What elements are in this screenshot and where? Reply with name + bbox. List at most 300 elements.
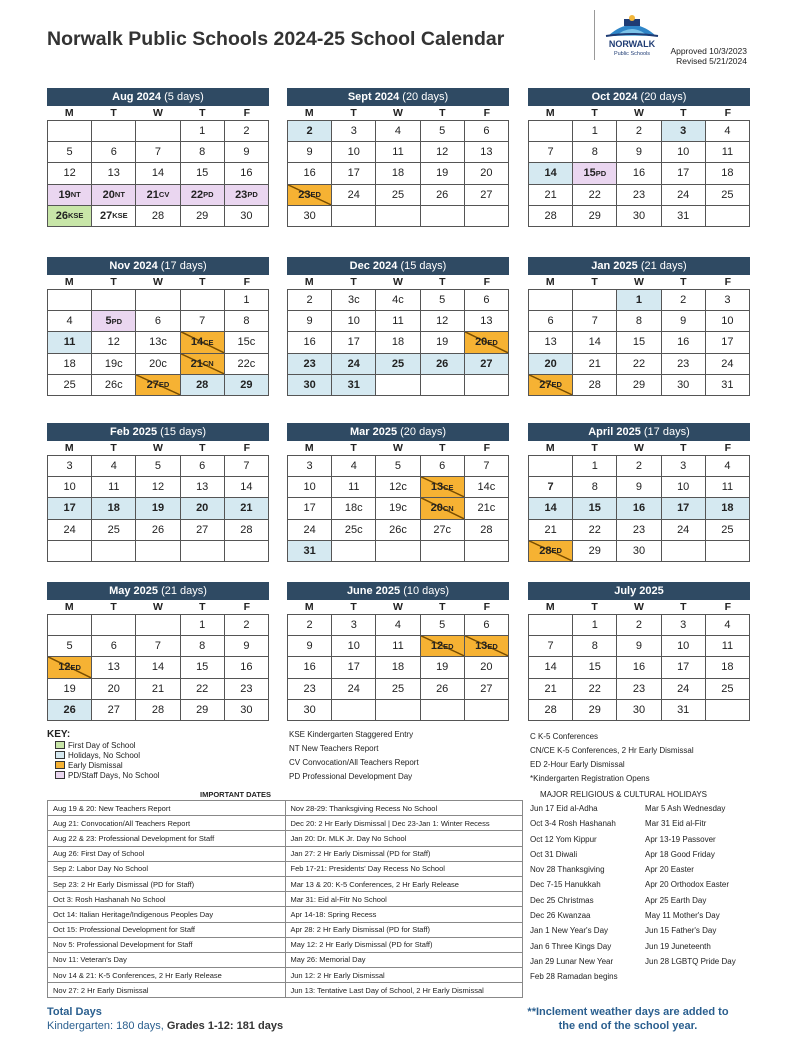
day-cell: 14c: [465, 477, 509, 498]
day-cell: 31: [662, 700, 706, 721]
month-days: (15 days): [400, 260, 447, 272]
month-days: (20 days): [640, 91, 687, 103]
day-cell: 21: [529, 520, 573, 541]
day-cell: 22: [573, 679, 617, 700]
table-cell: Feb 17-21: Presidents' Day Recess No School: [285, 861, 523, 876]
day-cell: 27: [465, 354, 509, 375]
weekday-row: [287, 441, 509, 455]
codes-right: [530, 730, 694, 786]
day-cell: [48, 121, 92, 142]
day-cell: 1: [617, 290, 661, 311]
weekday-label: F: [724, 276, 731, 288]
holiday-entry: Jun 28 LGBTQ Pride Day: [645, 956, 736, 966]
day-cell: 10: [662, 477, 706, 498]
day-cell: 24: [662, 185, 706, 206]
day-cell: 24: [706, 354, 750, 375]
weekday-label: F: [243, 442, 250, 454]
day-cell: 23: [288, 354, 332, 375]
weekday-label: M: [64, 107, 74, 119]
day-cell: 17: [288, 498, 332, 519]
day-cell: 10: [332, 311, 376, 332]
day-cell: 3: [332, 121, 376, 142]
approval-dates: [670, 46, 747, 66]
holiday-entry: Oct 31 Diwali: [530, 849, 578, 859]
day-cell: 13: [181, 477, 225, 498]
legend-swatch: [55, 771, 65, 779]
month-days: (17 days): [643, 426, 690, 438]
day-cell: 17: [706, 332, 750, 353]
list-item: [530, 847, 760, 862]
religious-holidays-title: MAJOR RELIGIOUS & CULTURAL HOLIDAYS: [540, 790, 707, 799]
day-cell: 8: [573, 477, 617, 498]
day-cell: [465, 206, 509, 227]
day-cell: 8: [225, 311, 269, 332]
weekday-label: W: [393, 276, 403, 288]
day-cell: 3: [48, 456, 92, 477]
day-cell: 25c: [332, 520, 376, 541]
day-cell: 2: [617, 456, 661, 477]
day-cell: 4c: [376, 290, 420, 311]
day-cell: 13 ED: [465, 636, 509, 657]
day-cell: 10: [48, 477, 92, 498]
day-cell: 5: [136, 456, 180, 477]
day-cell: 14: [529, 498, 573, 519]
day-cell: 7: [181, 311, 225, 332]
day-cell: [332, 541, 376, 562]
total-days: [47, 1005, 283, 1033]
day-cell: [465, 700, 509, 721]
weekday-label: T: [350, 276, 357, 288]
weekday-label: F: [243, 107, 250, 119]
month-grid: [528, 455, 750, 562]
day-cell: 9: [288, 142, 332, 163]
day-cell: [136, 615, 180, 636]
day-cell: 30: [288, 206, 332, 227]
day-cell: 7: [225, 456, 269, 477]
day-cell: 22: [573, 520, 617, 541]
weekday-row: [528, 106, 750, 120]
holiday-entry: Jan 29 Lunar New Year: [530, 956, 614, 966]
weekday-label: T: [350, 442, 357, 454]
day-cell: 15 PD: [573, 163, 617, 184]
day-cell: 28: [529, 700, 573, 721]
day-cell: 16: [288, 332, 332, 353]
table-cell: Oct 14: Italian Heritage/Indigenous Peoples Day: [48, 907, 286, 922]
day-cell: 30: [225, 700, 269, 721]
revised-date: Revised 5/21/2024: [676, 56, 747, 66]
month-name: Jan 2025: [591, 260, 638, 272]
table-cell: Mar 13 & 20: K-5 Conferences, 2 Hr Early Release: [285, 876, 523, 891]
weekday-label: F: [724, 107, 731, 119]
day-cell: [573, 290, 617, 311]
day-cell: 12: [421, 142, 465, 163]
month-header: [287, 88, 509, 106]
holiday-entry: Jan 6 Three Kings Day: [530, 941, 612, 951]
day-cell: 9: [288, 636, 332, 657]
day-cell: 20: [529, 354, 573, 375]
day-cell: 17: [662, 163, 706, 184]
day-cell: 4: [706, 456, 750, 477]
day-cell: 12: [48, 163, 92, 184]
day-cell: 31: [288, 541, 332, 562]
day-cell: 2: [617, 121, 661, 142]
weekday-label: T: [591, 107, 598, 119]
important-dates-title: IMPORTANT DATES: [200, 790, 271, 799]
day-cell: 11: [376, 636, 420, 657]
day-cell: [421, 541, 465, 562]
month-days: (21 days): [640, 260, 687, 272]
table-cell: Aug 21: Convocation/All Teachers Report: [48, 816, 286, 831]
day-cell: 5: [421, 290, 465, 311]
day-cell: 2: [225, 615, 269, 636]
table-cell: Sep 2: Labor Day No School: [48, 861, 286, 876]
weather-note-line2: the end of the school year.: [558, 1020, 698, 1032]
day-cell: 28: [181, 375, 225, 396]
weekday-row: [287, 106, 509, 120]
day-cell: 19c: [92, 354, 136, 375]
day-cell: 1: [181, 121, 225, 142]
table-cell: Jan 20: Dr. MLK Jr. Day No School: [285, 831, 523, 846]
month-header: [528, 582, 750, 600]
table-row: [48, 846, 523, 861]
day-cell: 1: [573, 121, 617, 142]
day-cell: 3: [662, 121, 706, 142]
day-cell: 19: [421, 657, 465, 678]
table-row: [48, 968, 523, 983]
legend-swatch: [55, 761, 65, 769]
day-cell: 29: [181, 206, 225, 227]
table-cell: Jun 12: 2 Hr Early Dismissal: [285, 968, 523, 983]
day-cell: 4: [706, 121, 750, 142]
day-cell: 4: [706, 615, 750, 636]
day-cell: 28: [573, 375, 617, 396]
day-cell: 31: [706, 375, 750, 396]
month-9: [47, 582, 269, 721]
month-days: (21 days): [161, 585, 207, 597]
day-cell: 16: [225, 657, 269, 678]
weekday-label: T: [350, 107, 357, 119]
list-item: [530, 862, 760, 877]
day-cell: 17: [332, 657, 376, 678]
day-cell: 2: [617, 615, 661, 636]
day-cell: 5: [421, 615, 465, 636]
day-cell: [181, 290, 225, 311]
day-cell: 18: [48, 354, 92, 375]
legend-swatch: [55, 741, 65, 749]
legend-label: Early Dismissal: [68, 760, 123, 770]
day-cell: 30: [617, 700, 661, 721]
day-cell: 17: [662, 498, 706, 519]
day-cell: 12: [92, 332, 136, 353]
weekday-label: T: [439, 442, 446, 454]
weekday-label: W: [393, 601, 403, 613]
weekday-row: [47, 106, 269, 120]
day-cell: 20 CN: [421, 498, 465, 519]
month-grid: [47, 120, 269, 227]
day-cell: [332, 206, 376, 227]
day-cell: 18: [706, 498, 750, 519]
day-cell: 5 PD: [92, 311, 136, 332]
legend-label: Holidays, No School: [68, 750, 141, 760]
weekday-label: T: [199, 107, 206, 119]
table-cell: Nov 14 & 21: K-5 Conferences, 2 Hr Early Release: [48, 968, 286, 983]
day-cell: 24: [662, 679, 706, 700]
day-cell: 13c: [136, 332, 180, 353]
day-cell: 25: [706, 185, 750, 206]
weekday-label: W: [153, 107, 163, 119]
day-cell: 12: [421, 311, 465, 332]
day-cell: 22: [573, 185, 617, 206]
day-cell: 6: [181, 456, 225, 477]
day-cell: 8: [617, 311, 661, 332]
day-cell: 25: [92, 520, 136, 541]
weekday-label: F: [243, 276, 250, 288]
day-cell: 18: [92, 498, 136, 519]
month-header: [287, 582, 509, 600]
weekday-label: T: [439, 107, 446, 119]
holiday-entry: Jun 15 Father's Day: [645, 926, 717, 936]
day-cell: 11: [706, 477, 750, 498]
holiday-entry: Oct 12 Yom Kippur: [530, 834, 597, 844]
day-cell: 18: [376, 163, 420, 184]
day-cell: 16: [225, 163, 269, 184]
day-cell: [421, 206, 465, 227]
day-cell: [92, 615, 136, 636]
month-name: Sept 2024: [347, 91, 400, 103]
day-cell: 27 ED: [529, 375, 573, 396]
month-name: May 2025: [109, 585, 158, 597]
table-cell: Mar 31: Eid al-Fitr No School: [285, 892, 523, 907]
weekday-label: F: [483, 442, 490, 454]
weekday-label: T: [680, 107, 687, 119]
table-cell: Aug 19 & 20: New Teachers Report: [48, 801, 286, 816]
month-name: June 2025: [346, 585, 401, 597]
day-cell: 29: [181, 700, 225, 721]
code-line: C K-5 Conferences: [530, 732, 599, 741]
weekday-label: T: [680, 276, 687, 288]
month-header: [528, 423, 750, 441]
month-grid: [528, 614, 750, 721]
day-cell: 10: [706, 311, 750, 332]
code-line: PD Professional Development Day: [289, 772, 413, 781]
weekday-label: M: [304, 276, 314, 288]
day-cell: 10: [662, 142, 706, 163]
table-row: [48, 892, 523, 907]
day-cell: 7: [136, 636, 180, 657]
day-cell: 9: [617, 142, 661, 163]
month-1: [287, 88, 509, 227]
weekday-label: M: [545, 442, 555, 454]
month-name: Dec 2024: [349, 260, 398, 272]
day-cell: 23: [617, 679, 661, 700]
day-cell: 9: [225, 142, 269, 163]
day-cell: 17: [332, 163, 376, 184]
day-cell: 22c: [225, 354, 269, 375]
table-cell: Dec 20: 2 Hr Early Dismissal | Dec 23-Jan 1: Winter Recess: [285, 816, 523, 831]
holiday-entry: Mar 5 Ash Wednesday: [645, 804, 726, 813]
weekday-label: W: [393, 442, 403, 454]
weekday-label: T: [591, 601, 598, 613]
day-cell: 26: [421, 679, 465, 700]
day-cell: 11: [376, 311, 420, 332]
holiday-entry: Apr 20 Orthodox Easter: [645, 880, 730, 890]
table-cell: Aug 22 & 23: Professional Development for Staff: [48, 831, 286, 846]
table-cell: Nov 28-29: Thanksgiving Recess No School: [285, 801, 523, 816]
holiday-entry: Apr 20 Easter: [645, 865, 694, 875]
month-header: [47, 257, 269, 275]
day-cell: 16: [662, 332, 706, 353]
day-cell: 26 KSE: [48, 206, 92, 227]
weather-note-line1: **Inclement weather days are added to: [527, 1006, 729, 1018]
svg-text:NORWALK: NORWALK: [608, 39, 656, 49]
day-cell: 10: [332, 142, 376, 163]
month-grid: [47, 289, 269, 396]
day-cell: 2: [288, 615, 332, 636]
day-cell: [136, 121, 180, 142]
weekday-label: T: [110, 442, 117, 454]
day-cell: 27 KSE: [92, 206, 136, 227]
holiday-entry: Apr 13-19 Passover: [645, 834, 716, 844]
month-grid: [287, 289, 509, 396]
weekday-row: [528, 441, 750, 455]
svg-text:Public Schools: Public Schools: [613, 51, 651, 57]
weekday-label: T: [439, 601, 446, 613]
day-cell: 1: [573, 456, 617, 477]
day-cell: 19: [421, 163, 465, 184]
weekday-row: [528, 600, 750, 614]
weekday-label: M: [64, 442, 74, 454]
day-cell: [706, 206, 750, 227]
day-cell: 16: [288, 163, 332, 184]
month-6: [47, 423, 269, 562]
weather-note: [517, 1005, 739, 1033]
day-cell: 25: [48, 375, 92, 396]
list-item: [530, 969, 760, 984]
holiday-entry: Nov 28 Thanksgiving: [530, 865, 605, 875]
month-7: [287, 423, 509, 562]
day-cell: 27c: [421, 520, 465, 541]
day-cell: [332, 700, 376, 721]
table-cell: Apr 28: 2 Hr Early Dismissal (PD for Staff): [285, 922, 523, 937]
day-cell: 21c: [465, 498, 509, 519]
day-cell: [376, 375, 420, 396]
day-cell: 23 ED: [288, 185, 332, 206]
day-cell: 2: [288, 121, 332, 142]
day-cell: 26: [421, 185, 465, 206]
weekday-label: T: [680, 442, 687, 454]
day-cell: 12: [136, 477, 180, 498]
day-cell: 28: [225, 520, 269, 541]
day-cell: [136, 541, 180, 562]
legend-item: [47, 760, 287, 770]
day-cell: 11: [706, 142, 750, 163]
weekday-label: M: [545, 107, 555, 119]
day-cell: 23: [662, 354, 706, 375]
day-cell: 22 PD: [181, 185, 225, 206]
list-item: [530, 801, 760, 816]
day-cell: [662, 541, 706, 562]
holiday-entry: Apr 25 Earth Day: [645, 895, 707, 905]
day-cell: 5: [48, 636, 92, 657]
table-row: [48, 801, 523, 816]
weekday-label: M: [545, 276, 555, 288]
day-cell: 4: [376, 121, 420, 142]
day-cell: 14: [136, 163, 180, 184]
day-cell: 6: [529, 311, 573, 332]
important-dates-table: [47, 800, 523, 998]
day-cell: 3c: [332, 290, 376, 311]
weekday-label: W: [634, 276, 644, 288]
legend: [47, 729, 287, 780]
table-row: [48, 952, 523, 967]
day-cell: 7: [529, 142, 573, 163]
month-grid: [287, 614, 509, 721]
day-cell: 20: [92, 679, 136, 700]
table-row: [48, 831, 523, 846]
holiday-entry: Jan 1 New Year's Day: [530, 926, 609, 936]
day-cell: 19: [48, 679, 92, 700]
table-row: [48, 876, 523, 891]
holiday-entry: May 11 Mother's Day: [645, 911, 720, 921]
day-cell: 27: [465, 185, 509, 206]
day-cell: [48, 615, 92, 636]
weekday-label: F: [243, 601, 250, 613]
day-cell: 9: [662, 311, 706, 332]
day-cell: 30: [288, 700, 332, 721]
day-cell: 29: [573, 541, 617, 562]
grades-days: Grades 1-12: 181 days: [166, 1020, 284, 1032]
day-cell: 4: [48, 311, 92, 332]
day-cell: [529, 290, 573, 311]
day-cell: 28: [136, 700, 180, 721]
weekday-label: F: [724, 601, 731, 613]
holiday-entry: Dec 26 Kwanzaa: [530, 911, 591, 921]
month-name: Oct 2024: [591, 91, 638, 103]
day-cell: 5: [376, 456, 420, 477]
day-cell: 17: [662, 657, 706, 678]
day-cell: 2: [288, 290, 332, 311]
day-cell: 13 CE: [421, 477, 465, 498]
month-header: [528, 88, 750, 106]
list-item: [530, 939, 760, 954]
day-cell: [225, 541, 269, 562]
month-header: [528, 257, 750, 275]
day-cell: 7: [529, 477, 573, 498]
day-cell: 30: [288, 375, 332, 396]
month-days: (15 days): [160, 426, 206, 438]
holiday-entry: Oct 3-4 Rosh Hashanah: [530, 819, 616, 829]
legend-swatch: [55, 751, 65, 759]
day-cell: 16: [288, 657, 332, 678]
day-cell: 20 ED: [465, 332, 509, 353]
day-cell: 6: [465, 615, 509, 636]
day-cell: 3: [662, 615, 706, 636]
table-cell: May 12: 2 Hr Early Dismissal (PD for Staff): [285, 937, 523, 952]
legend-item: [47, 740, 287, 750]
day-cell: 19 NT: [48, 185, 92, 206]
day-cell: [92, 121, 136, 142]
kindergarten-days: Kindergarten: 180 days,: [47, 1020, 164, 1032]
day-cell: 3: [288, 456, 332, 477]
day-cell: 14: [529, 657, 573, 678]
day-cell: [376, 206, 420, 227]
day-cell: 13: [529, 332, 573, 353]
month-2: [528, 88, 750, 227]
day-cell: 24: [332, 185, 376, 206]
month-8: [528, 423, 750, 562]
table-cell: Oct 15: Professional Development for Staff: [48, 922, 286, 937]
weekday-label: F: [483, 601, 490, 613]
